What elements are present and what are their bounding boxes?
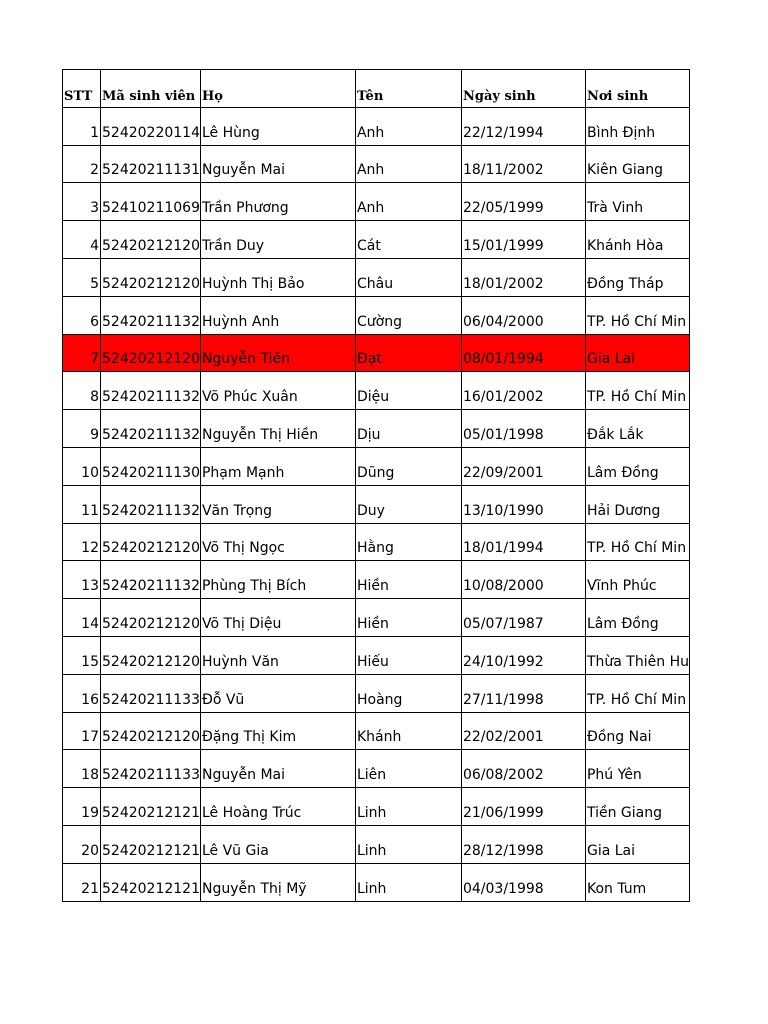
cell-birth-place: Tiền Giang bbox=[585, 788, 689, 826]
student-table bbox=[62, 69, 690, 902]
cell-student-id: 52420211133 bbox=[101, 750, 201, 788]
cell-birth-place: Lâm Đồng bbox=[585, 599, 689, 637]
cell-student-id: 52420212120 bbox=[101, 221, 201, 259]
cell-last-name: Nguyễn Mai bbox=[200, 750, 355, 788]
cell-first-name: Cường bbox=[355, 296, 461, 334]
cell-stt: 21 bbox=[63, 863, 101, 901]
cell-last-name: Lê Hoàng Trúc bbox=[200, 788, 355, 826]
cell-birth-place: Đồng Nai bbox=[585, 712, 689, 750]
table-row bbox=[63, 825, 690, 863]
cell-stt: 6 bbox=[63, 296, 101, 334]
cell-stt: 1 bbox=[63, 107, 101, 145]
cell-last-name: Huỳnh Thị Bảo bbox=[200, 258, 355, 296]
cell-student-id: 52420211132 bbox=[101, 410, 201, 448]
header-birth-place: Nơi sinh bbox=[585, 70, 689, 108]
cell-student-id: 52420212120 bbox=[101, 258, 201, 296]
cell-last-name: Huỳnh Anh bbox=[200, 296, 355, 334]
table-row bbox=[63, 183, 690, 221]
cell-first-name: Linh bbox=[355, 788, 461, 826]
cell-stt: 12 bbox=[63, 523, 101, 561]
cell-birth-place: Gia Lai bbox=[585, 334, 689, 372]
cell-student-id: 52420211132 bbox=[101, 561, 201, 599]
cell-student-id: 52420212121 bbox=[101, 788, 201, 826]
cell-stt: 10 bbox=[63, 447, 101, 485]
cell-first-name: Hoàng bbox=[355, 674, 461, 712]
cell-last-name: Đặng Thị Kim bbox=[200, 712, 355, 750]
cell-birth-date: 22/09/2001 bbox=[461, 447, 585, 485]
cell-last-name: Nguyễn Tiến bbox=[200, 334, 355, 372]
cell-first-name: Cát bbox=[355, 221, 461, 259]
cell-student-id: 52420211132 bbox=[101, 372, 201, 410]
header-last-name: Họ bbox=[200, 70, 355, 108]
cell-stt: 8 bbox=[63, 372, 101, 410]
table-row bbox=[63, 296, 690, 334]
cell-last-name: Võ Thị Ngọc bbox=[200, 523, 355, 561]
cell-birth-date: 18/01/2002 bbox=[461, 258, 585, 296]
cell-birth-date: 04/03/1998 bbox=[461, 863, 585, 901]
cell-birth-place: Đồng Tháp bbox=[585, 258, 689, 296]
cell-student-id: 52420212120 bbox=[101, 712, 201, 750]
cell-last-name: Đỗ Vũ bbox=[200, 674, 355, 712]
cell-birth-place: TP. Hồ Chí Min bbox=[585, 523, 689, 561]
cell-last-name: Nguyễn Thị Hiền bbox=[200, 410, 355, 448]
cell-birth-date: 18/01/1994 bbox=[461, 523, 585, 561]
table-row bbox=[63, 636, 690, 674]
cell-first-name: Diệu bbox=[355, 372, 461, 410]
cell-stt: 20 bbox=[63, 825, 101, 863]
cell-birth-date: 18/11/2002 bbox=[461, 145, 585, 183]
cell-first-name: Dịu bbox=[355, 410, 461, 448]
cell-birth-place: TP. Hồ Chí Min bbox=[585, 296, 689, 334]
cell-last-name: Nguyễn Mai bbox=[200, 145, 355, 183]
header-student-id: Mã sinh viên bbox=[101, 70, 201, 108]
table-row bbox=[63, 485, 690, 523]
table-row bbox=[63, 145, 690, 183]
table-row bbox=[63, 599, 690, 637]
header-stt: STT bbox=[63, 70, 101, 108]
cell-birth-place: Lâm Đồng bbox=[585, 447, 689, 485]
cell-birth-date: 05/07/1987 bbox=[461, 599, 585, 637]
cell-birth-place: Đắk Lắk bbox=[585, 410, 689, 448]
cell-student-id: 52420211131 bbox=[101, 145, 201, 183]
cell-birth-place: Trà Vinh bbox=[585, 183, 689, 221]
cell-student-id: 52420212120 bbox=[101, 636, 201, 674]
cell-student-id: 52420211132 bbox=[101, 485, 201, 523]
table-row bbox=[63, 523, 690, 561]
cell-stt: 2 bbox=[63, 145, 101, 183]
cell-stt: 13 bbox=[63, 561, 101, 599]
cell-stt: 4 bbox=[63, 221, 101, 259]
table-row bbox=[63, 258, 690, 296]
cell-birth-place: Kiên Giang bbox=[585, 145, 689, 183]
table-row bbox=[63, 447, 690, 485]
cell-birth-date: 28/12/1998 bbox=[461, 825, 585, 863]
cell-stt: 14 bbox=[63, 599, 101, 637]
table-row bbox=[63, 372, 690, 410]
cell-first-name: Dũng bbox=[355, 447, 461, 485]
cell-first-name: Khánh bbox=[355, 712, 461, 750]
cell-last-name: Trần Phương bbox=[200, 183, 355, 221]
cell-birth-date: 16/01/2002 bbox=[461, 372, 585, 410]
cell-birth-place: Bình Định bbox=[585, 107, 689, 145]
cell-student-id: 52420212121 bbox=[101, 863, 201, 901]
cell-birth-date: 27/11/1998 bbox=[461, 674, 585, 712]
cell-student-id: 52420220114 bbox=[101, 107, 201, 145]
header-row bbox=[63, 70, 690, 108]
cell-first-name: Linh bbox=[355, 825, 461, 863]
cell-last-name: Võ Thị Diệu bbox=[200, 599, 355, 637]
table-row bbox=[63, 674, 690, 712]
cell-first-name: Châu bbox=[355, 258, 461, 296]
cell-first-name: Anh bbox=[355, 183, 461, 221]
cell-last-name: Nguyễn Thị Mỹ bbox=[200, 863, 355, 901]
cell-student-id: 52420212120 bbox=[101, 599, 201, 637]
cell-birth-place: Phú Yên bbox=[585, 750, 689, 788]
cell-birth-place: Gia Lai bbox=[585, 825, 689, 863]
cell-stt: 3 bbox=[63, 183, 101, 221]
cell-birth-date: 05/01/1998 bbox=[461, 410, 585, 448]
cell-first-name: Anh bbox=[355, 107, 461, 145]
cell-stt: 19 bbox=[63, 788, 101, 826]
table-row bbox=[63, 750, 690, 788]
cell-last-name: Phạm Mạnh bbox=[200, 447, 355, 485]
cell-birth-date: 22/12/1994 bbox=[461, 107, 585, 145]
cell-student-id: 52420211133 bbox=[101, 674, 201, 712]
cell-birth-date: 22/02/2001 bbox=[461, 712, 585, 750]
cell-birth-date: 08/01/1994 bbox=[461, 334, 585, 372]
cell-first-name: Liên bbox=[355, 750, 461, 788]
cell-last-name: Võ Phúc Xuân bbox=[200, 372, 355, 410]
cell-stt: 15 bbox=[63, 636, 101, 674]
cell-last-name: Trần Duy bbox=[200, 221, 355, 259]
cell-stt: 7 bbox=[63, 334, 101, 372]
cell-birth-place: TP. Hồ Chí Min bbox=[585, 674, 689, 712]
table-row bbox=[63, 712, 690, 750]
cell-birth-date: 21/06/1999 bbox=[461, 788, 585, 826]
cell-student-id: 52420212120 bbox=[101, 334, 201, 372]
table-row bbox=[63, 561, 690, 599]
cell-birth-date: 13/10/1990 bbox=[461, 485, 585, 523]
table-row bbox=[63, 410, 690, 448]
cell-last-name: Lê Vũ Gia bbox=[200, 825, 355, 863]
cell-last-name: Phùng Thị Bích bbox=[200, 561, 355, 599]
cell-birth-date: 10/08/2000 bbox=[461, 561, 585, 599]
table-row bbox=[63, 863, 690, 901]
cell-birth-place: Thừa Thiên Hu bbox=[585, 636, 689, 674]
cell-birth-date: 22/05/1999 bbox=[461, 183, 585, 221]
cell-birth-date: 06/04/2000 bbox=[461, 296, 585, 334]
cell-birth-place: Kon Tum bbox=[585, 863, 689, 901]
cell-student-id: 52410211069 bbox=[101, 183, 201, 221]
header-birth-date: Ngày sinh bbox=[461, 70, 585, 108]
cell-last-name: Lê Hùng bbox=[200, 107, 355, 145]
cell-stt: 18 bbox=[63, 750, 101, 788]
cell-stt: 9 bbox=[63, 410, 101, 448]
table-row bbox=[63, 788, 690, 826]
cell-birth-date: 24/10/1992 bbox=[461, 636, 585, 674]
cell-student-id: 52420212120 bbox=[101, 523, 201, 561]
cell-first-name: Linh bbox=[355, 863, 461, 901]
cell-birth-place: Khánh Hòa bbox=[585, 221, 689, 259]
cell-student-id: 52420211130 bbox=[101, 447, 201, 485]
cell-student-id: 52420211132 bbox=[101, 296, 201, 334]
cell-first-name: Anh bbox=[355, 145, 461, 183]
cell-stt: 11 bbox=[63, 485, 101, 523]
cell-first-name: Hiền bbox=[355, 561, 461, 599]
cell-first-name: Hiền bbox=[355, 599, 461, 637]
table-row bbox=[63, 221, 690, 259]
cell-last-name: Huỳnh Văn bbox=[200, 636, 355, 674]
cell-student-id: 52420212121 bbox=[101, 825, 201, 863]
cell-first-name: Đạt bbox=[355, 334, 461, 372]
table-row-highlighted bbox=[63, 334, 690, 372]
cell-stt: 17 bbox=[63, 712, 101, 750]
cell-first-name: Hằng bbox=[355, 523, 461, 561]
header-first-name: Tên bbox=[355, 70, 461, 108]
cell-birth-place: Vĩnh Phúc bbox=[585, 561, 689, 599]
cell-birth-place: Hải Dương bbox=[585, 485, 689, 523]
cell-stt: 16 bbox=[63, 674, 101, 712]
cell-birth-place: TP. Hồ Chí Min bbox=[585, 372, 689, 410]
table-row bbox=[63, 107, 690, 145]
cell-stt: 5 bbox=[63, 258, 101, 296]
cell-last-name: Văn Trọng bbox=[200, 485, 355, 523]
cell-birth-date: 15/01/1999 bbox=[461, 221, 585, 259]
cell-first-name: Hiếu bbox=[355, 636, 461, 674]
cell-first-name: Duy bbox=[355, 485, 461, 523]
cell-birth-date: 06/08/2002 bbox=[461, 750, 585, 788]
